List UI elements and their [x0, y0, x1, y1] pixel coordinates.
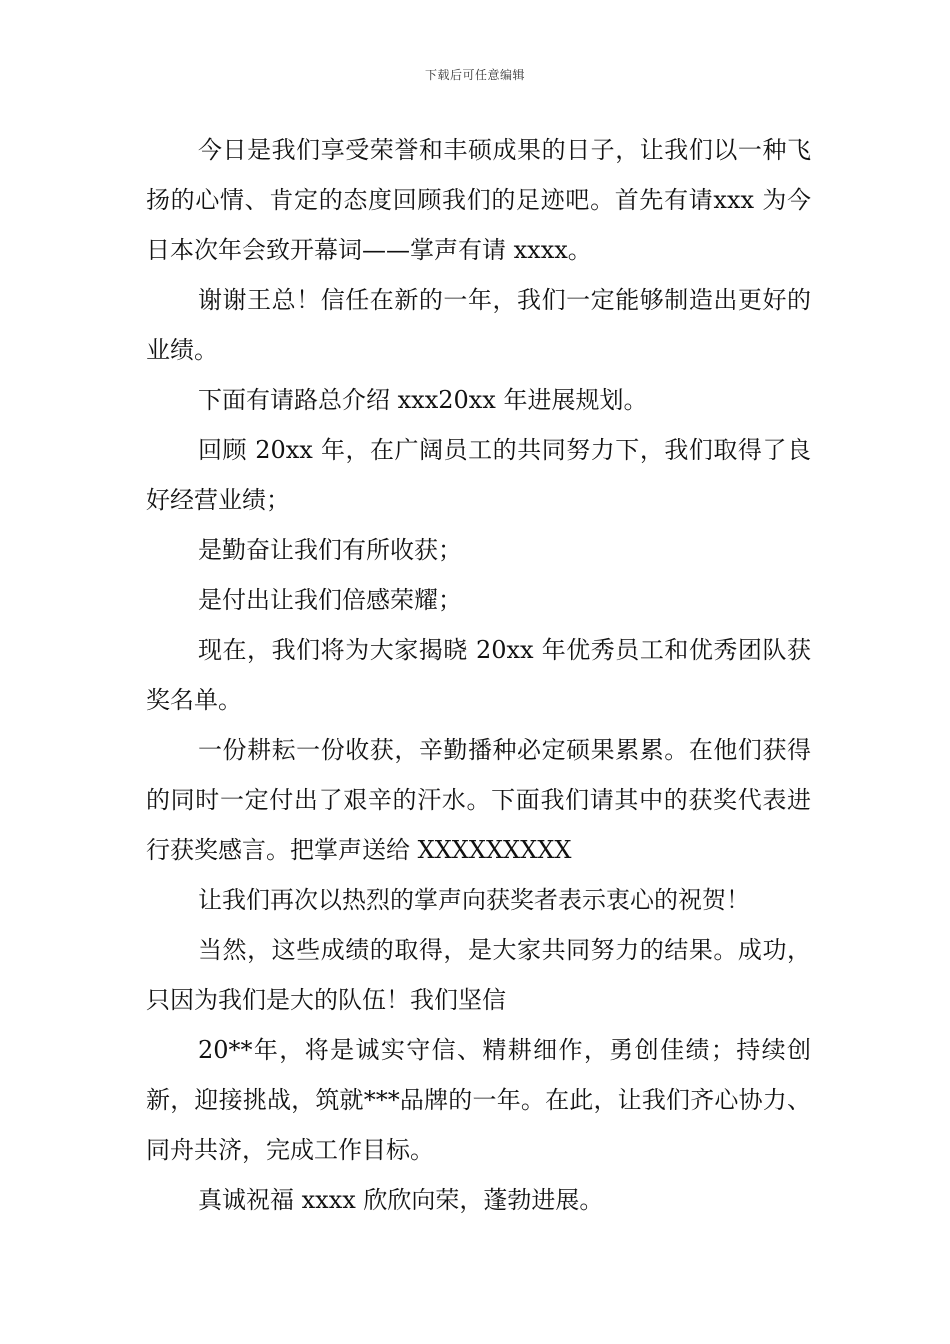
paragraph: 谢谢王总！信任在新的一年，我们一定能够制造出更好的业绩。	[146, 286, 811, 364]
paragraph: 当然，这些成绩的取得，是大家共同努力的结果。成功，只因为我们是大的队伍！我们坚信	[146, 936, 811, 1014]
paragraph: 是勤奋让我们有所收获；	[198, 536, 462, 564]
paragraph: 真诚祝福 xxxx 欣欣向荣，蓬勃进展。	[198, 1186, 604, 1214]
document-body	[146, 125, 811, 1225]
paragraph: 一份耕耘一份收获，辛勤播种必定硕果累累。在他们获得的同时一定付出了艰辛的汗水。下面我们请其中的获奖代表进行获奖感言。把掌声送给 XXXXXXXXX	[146, 736, 811, 864]
paragraph: 20**年，将是诚实守信、精耕细作，勇创佳绩；持续创新，迎接挑战，筑就***品牌的一年。在此，让我们齐心协力、同舟共济，完成工作目标。	[146, 1036, 811, 1164]
paragraph: 让我们再次以热烈的掌声向获奖者表示衷心的祝贺！	[198, 886, 750, 914]
paragraph: 下面有请路总介绍 xxx20xx 年进展规划。	[198, 386, 648, 414]
paragraph: 现在，我们将为大家揭晓 20xx 年优秀员工和优秀团队获奖名单。	[146, 636, 811, 714]
paragraph: 是付出让我们倍感荣耀；	[198, 586, 462, 614]
page-header: 下载后可任意编辑	[424, 68, 525, 82]
paragraph: 今日是我们享受荣誉和丰硕成果的日子，让我们以一种飞扬的心情、肯定的态度回顾我们的足迹吧。首先有请xxx 为今日本次年会致开幕词——掌声有请 xxxx。	[146, 136, 811, 264]
paragraph: 回顾 20xx 年，在广阔员工的共同努力下，我们取得了良好经营业绩；	[146, 436, 811, 514]
